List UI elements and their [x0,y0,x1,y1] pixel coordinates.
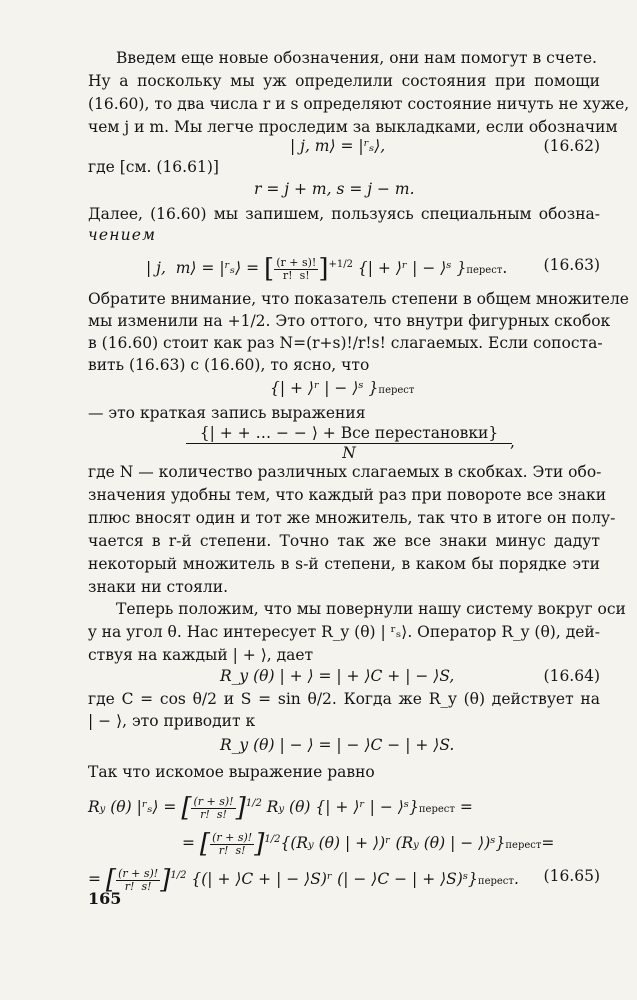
para4-line6: знаки ни стояли. [88,578,229,596]
para5-line1: Теперь положим, что мы повернули нашу систему вокруг оси [116,600,626,618]
para4-line1: где N — количество различных слагаемых в скобках. Эти обо- [88,463,602,481]
para2-line1: Далее, (16.60) мы запишем, пользуясь специальным обозна- [88,205,600,223]
trailing-comma: , [510,433,515,451]
para5-line2: y на угол θ. Нас интересует R_y (θ) | ʳₛ⟩. Оператор R_y (θ), дей- [88,623,600,641]
equation-minus: R_y (θ) | − ⟩ = | − ⟩C − | + ⟩S. [220,736,455,754]
equation-16-63-number: (16.63) [543,256,600,274]
para6-line1: где C = cos θ/2 и S = sin θ/2. Когда же R_y (θ) действует на [88,690,600,708]
para2-line2: чением [88,226,157,244]
equation-16-65-line3: = [ $\frac{(r + s)!}{r! s!}$ ]$^{1/2}$ {(| + ⟩C + | − ⟩S)ʳ (| − ⟩C − | + ⟩S)ˢ}перест. [88,865,519,896]
equation-16-62-number: (16.62) [543,137,600,155]
perest-subscript-brace: перест [378,385,415,396]
para5-line3: ствуя на каждый | + ⟩, дает [88,646,314,664]
equation-16-65-line1: Ry (θ) |ʳₛ⟩ = [ $\frac{(r + s)!}{r! s!}$ ]$^{1/2}$ Ry (θ) {| + ⟩ʳ | − ⟩ˢ}перест = [88,793,473,824]
para7: Так что искомое выражение равно [88,763,375,781]
equation-16-63: | j, m⟩ = |ʳₛ⟩ = [ $\frac{(r + s)!}{r! s!}$ ]$^{+1/2}$ {| + ⟩ʳ | − ⟩ˢ }перест. [146,254,508,285]
short-note: — это краткая запись выражения [88,404,366,422]
brace-expression-text: {| + ⟩ʳ | − ⟩ˢ } [270,379,379,397]
para4-line3: плюс вносят один и тот же множитель, так что в итоге он полу- [88,509,616,527]
para6-line2: | − ⟩, это приводит к [88,712,256,730]
equation-16-64-number: (16.64) [543,667,600,685]
fraction-denominator: N [342,444,356,462]
equation-16-65-line2: = [ $\frac{(r + s)!}{r! s!}$ ]$^{1/2}${(Ry (θ) | + ⟩)ʳ (Ry (θ) | − ⟩)ˢ}перест= [182,829,555,860]
all-permutations-fraction [186,424,512,462]
equation-16-64: R_y (θ) | + ⟩ = | + ⟩C + | − ⟩S, [220,667,455,685]
para3-line3: в (16.60) стоит как раз N=(r+s)!/r!s! слагаемых. Если сопоста- [88,334,603,352]
perest-subscript-65: перест [477,876,514,888]
para4-line4: чается в r-й степени. Точно так же все знаки минус дадут [88,532,600,550]
para1-line3: (16.60), то два числа r и s определяют состояние ничуть не хуже, [88,95,630,113]
para4-line2: значения удобны тем, что каждый раз при повороте все знаки [88,486,607,504]
equation-16-62: | j, m⟩ = |ʳₛ⟩, [290,137,386,155]
para3-line4: вить (16.63) с (16.60), то ясно, что [88,356,370,374]
para4-line5: некоторый множитель в s-й степени, в каком бы порядке эти [88,555,600,573]
para1-line1: Введем еще новые обозначения, они нам помогут в счете. [116,49,597,67]
perest-subscript-63: перест [466,265,503,277]
page-number: 165 [88,889,122,908]
para1-line4: чем j и m. Мы легче проследим за выкладками, если обозначим [88,118,618,136]
brace-expression [270,378,414,401]
para1-line2: Ну а поскольку мы уж определили состояния при помощи [88,72,600,90]
equation-16-65-number: (16.65) [543,867,600,885]
para3-line2: мы изменили на +1/2. Это оттого, что внутри фигурных скобок [88,312,611,330]
fraction-numerator: {| + + … − − ⟩ + Все перестановки} [186,424,512,444]
where-see-line: где [см. (16.61)] [88,158,219,176]
para3-line1: Обратите внимание, что показатель степени в общем множителе [88,290,629,308]
equation-r-s: r = j + m, s = j − m. [254,180,415,198]
